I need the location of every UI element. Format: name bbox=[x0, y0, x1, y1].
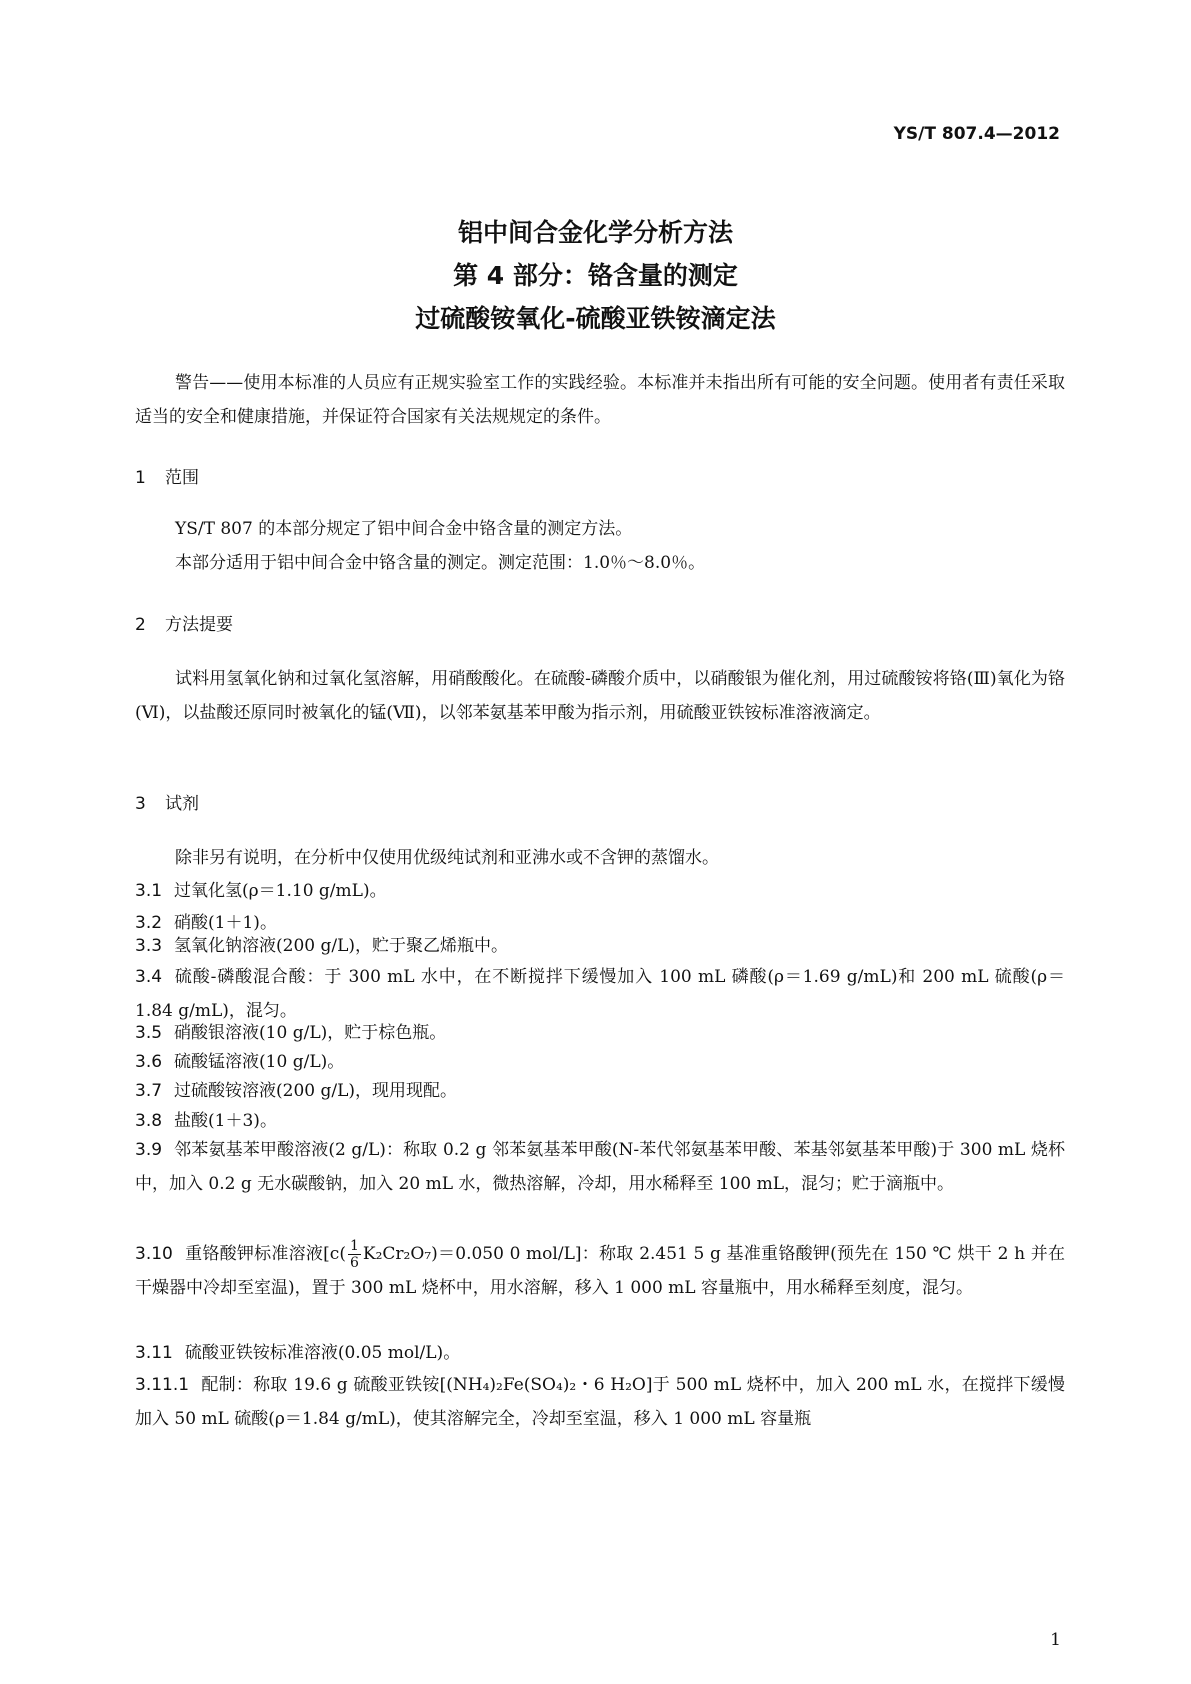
list-item bbox=[135, 929, 1065, 963]
item-number: 3.2 bbox=[135, 913, 163, 933]
list-item bbox=[135, 1074, 1065, 1108]
item-number: 3.11.1 bbox=[135, 1375, 190, 1395]
item-text-post: K₂Cr₂O₇)＝0.050 0 mol/L]：称取 2.451 5 g 基准重铬酸钾(预先在 150 ℃ 烘干 2 h 并在干燥器中冷却至室温)，置于 300 mL 烧杯中，用水溶解，移入 1 000 mL 容量瓶中，用水稀释至刻度，混匀。 bbox=[135, 1244, 1065, 1298]
section-title: 试剂 bbox=[165, 794, 199, 814]
list-item bbox=[135, 1133, 1065, 1201]
list-item bbox=[135, 1336, 1065, 1370]
list-item bbox=[135, 874, 1065, 908]
fraction-numerator: 1 bbox=[349, 1238, 359, 1254]
section-title: 方法提要 bbox=[165, 615, 233, 635]
item-number: 3.6 bbox=[135, 1052, 163, 1072]
section-3-heading bbox=[135, 789, 199, 814]
item-text: 硝酸银溶液(10 g/L)，贮于棕色瓶。 bbox=[174, 1023, 447, 1043]
item-text: 过硫酸铵溶液(200 g/L)，现用现配。 bbox=[174, 1081, 458, 1101]
title-line-1: 铝中间合金化学分析方法 bbox=[457, 218, 733, 247]
page-number: 1 bbox=[1050, 1630, 1061, 1650]
title-line-2: 第 4 部分：铬含量的测定 bbox=[453, 261, 738, 290]
warning-paragraph: 警告——使用本标准的人员应有正规实验室工作的实践经验。本标准并未指出所有可能的安全问题。使用者有责任采取适当的安全和健康措施，并保证符合国家有关法规规定的条件。 bbox=[135, 373, 1065, 427]
list-item bbox=[135, 1237, 1065, 1305]
item-text: 盐酸(1＋3)。 bbox=[174, 1111, 277, 1131]
item-text: 过氧化氢(ρ＝1.10 g/mL)。 bbox=[174, 881, 387, 901]
item-text: 硝酸(1＋1)。 bbox=[174, 913, 277, 933]
item-text: 硫酸-磷酸混合酸：于 300 mL 水中，在不断搅拌下缓慢加入 100 mL 磷酸(ρ＝1.69 g/mL)和 200 mL 硫酸(ρ＝1.84 g/mL)，混匀。 bbox=[135, 967, 1065, 1021]
item-number: 3.10 bbox=[135, 1244, 173, 1264]
item-text: 氢氧化钠溶液(200 g/L)，贮于聚乙烯瓶中。 bbox=[174, 936, 509, 956]
standard-code: YS/T 807.4—2012 bbox=[893, 124, 1060, 144]
item-number: 3.5 bbox=[135, 1023, 163, 1043]
section-2-heading bbox=[135, 610, 233, 635]
section-1-heading bbox=[135, 463, 199, 488]
item-text-pre: 重铬酸钾标准溶液[c( bbox=[184, 1244, 346, 1264]
item-number: 3.9 bbox=[135, 1140, 163, 1160]
item-text: 硫酸锰溶液(10 g/L)。 bbox=[174, 1052, 345, 1072]
item-number: 3.8 bbox=[135, 1111, 163, 1131]
item-number: 3.7 bbox=[135, 1081, 163, 1101]
item-number: 3.3 bbox=[135, 936, 163, 956]
item-number: 3.4 bbox=[135, 967, 163, 987]
paragraph: 试料用氢氧化钠和过氧化氢溶解，用硝酸酸化。在硫酸-磷酸介质中，以硝酸银为催化剂，用过硫酸铵将铬(Ⅲ)氧化为铬(Ⅵ)，以盐酸还原同时被氧化的锰(Ⅶ)，以邻苯氨基苯甲酸为指示剂，用硫酸亚铁铵标准溶液滴定。 bbox=[135, 669, 1065, 723]
paragraph: 本部分适用于铝中间合金中铬含量的测定。测定范围：1.0％～8.0％。 bbox=[175, 553, 706, 573]
section-title: 范围 bbox=[165, 468, 199, 488]
item-number: 3.11 bbox=[135, 1343, 173, 1363]
item-number: 3.1 bbox=[135, 881, 163, 901]
list-item bbox=[135, 1368, 1065, 1436]
item-text: 邻苯氨基苯甲酸溶液(2 g/L)：称取 0.2 g 邻苯氨基苯甲酸(N-苯代邻氨基苯甲酸、苯基邻氨基苯甲酸)于 300 mL 烧杯中，加入 0.2 g 无水碳酸钠，加入 20 mL 水，微热溶解，冷却，用水稀释至 100 mL，混匀；贮于滴瓶中。 bbox=[135, 1140, 1065, 1194]
paragraph: YS/T 807 的本部分规定了铝中间合金中铬含量的测定方法。 bbox=[175, 519, 633, 539]
paragraph: 除非另有说明，在分析中仅使用优级纯试剂和亚沸水或不含钾的蒸馏水。 bbox=[175, 848, 719, 868]
section-number: 1 bbox=[135, 468, 146, 488]
fraction-denominator: 6 bbox=[349, 1255, 359, 1271]
section-number: 2 bbox=[135, 615, 146, 635]
item-text: 硫酸亚铁铵标准溶液(0.05 mol/L)。 bbox=[184, 1343, 461, 1363]
fraction bbox=[348, 1238, 361, 1271]
title-line-3: 过硫酸铵氧化-硫酸亚铁铵滴定法 bbox=[415, 304, 776, 333]
section-number: 3 bbox=[135, 794, 146, 814]
item-text: 配制：称取 19.6 g 硫酸亚铁铵[(NH₄)₂Fe(SO₄)₂・6 H₂O]于 500 mL 烧杯中，加入 200 mL 水，在搅拌下缓慢加入 50 mL 硫酸(ρ＝1.84 g/mL)，使其溶解完全，冷却至室温，移入 1 000 mL 容量瓶 bbox=[135, 1375, 1065, 1429]
